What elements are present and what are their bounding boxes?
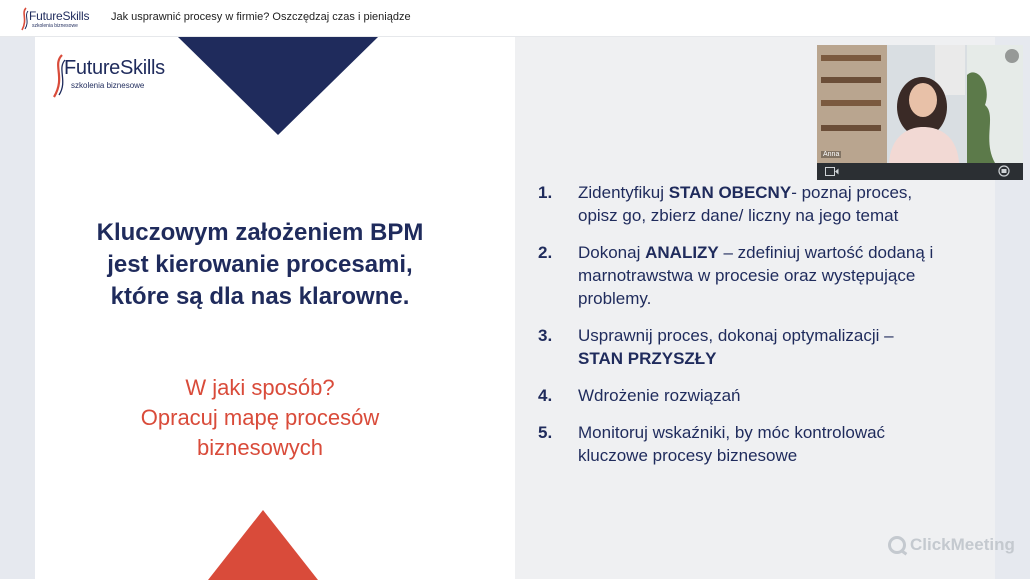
step-number: 5. xyxy=(538,423,553,442)
step-bold-text: STAN OBECNY xyxy=(668,183,792,202)
webcam-controls xyxy=(817,163,1023,180)
top-bar xyxy=(0,0,1030,37)
slide-logo xyxy=(48,53,188,99)
step-number: 2. xyxy=(538,243,553,262)
step-bold-text: STAN PRZYSZŁY xyxy=(578,349,717,368)
step-text: Zidentyfikuj xyxy=(578,183,669,202)
step-item xyxy=(538,384,938,407)
webinar-title: Jak usprawnić procesy w firmie? Oszczędzaj czas i pieniądze xyxy=(111,11,411,23)
step-bold-text: ANALIZY xyxy=(645,243,719,262)
slide-logo-tagline: szkolenia biznesowe xyxy=(71,81,145,90)
step-text: Dokonaj xyxy=(578,243,646,262)
pin-icon[interactable] xyxy=(1005,49,1019,63)
clickmeeting-icon xyxy=(888,536,906,554)
decorative-triangle-bottom xyxy=(208,510,318,580)
clickmeeting-watermark xyxy=(888,535,1015,555)
slide-logo-brand: FutureSkills xyxy=(64,57,165,79)
step-text: – zdefiniuj wartość dodaną i marnotrawstwa w procesie oraz występujące problemy. xyxy=(578,243,934,308)
presenter-video-frame xyxy=(817,45,1023,180)
presenter-webcam[interactable] xyxy=(817,45,1023,180)
steps-list xyxy=(538,181,938,481)
futureskills-logo[interactable] xyxy=(18,7,98,31)
step-text: - poznaj proces, opisz go, zbierz dane/ liczny na jego temat xyxy=(578,183,913,225)
slide-subhead: W jaki sposób? Opracuj mapę procesów biznesowych xyxy=(140,375,380,460)
logo-tagline: szkolenia biznesowe xyxy=(32,23,78,29)
step-number: 3. xyxy=(538,326,553,345)
step-number: 4. xyxy=(538,386,553,405)
step-item xyxy=(538,241,938,310)
step-item xyxy=(538,324,938,370)
step-number: 1. xyxy=(538,183,553,202)
step-text: Usprawnij proces, dokonaj optymalizacji – xyxy=(578,326,894,345)
chat-icon[interactable] xyxy=(998,165,1010,177)
presenter-name: Anna xyxy=(823,151,840,158)
decorative-triangle-top xyxy=(178,37,378,135)
slide-headline: Kluczowym założeniem BPM jest kierowanie procesami, które są dla nas klarowne. xyxy=(96,219,424,310)
camera-icon[interactable] xyxy=(825,167,839,176)
step-item xyxy=(538,181,938,227)
step-item xyxy=(538,421,938,467)
logo-brand: FutureSkills xyxy=(29,9,90,23)
step-text: Monitoruj wskaźniki, by móc kontrolować kluczowe procesy biznesowe xyxy=(578,423,886,465)
watermark-text: ClickMeeting xyxy=(910,535,1015,554)
step-text: Wdrożenie rozwiązań xyxy=(578,386,741,405)
